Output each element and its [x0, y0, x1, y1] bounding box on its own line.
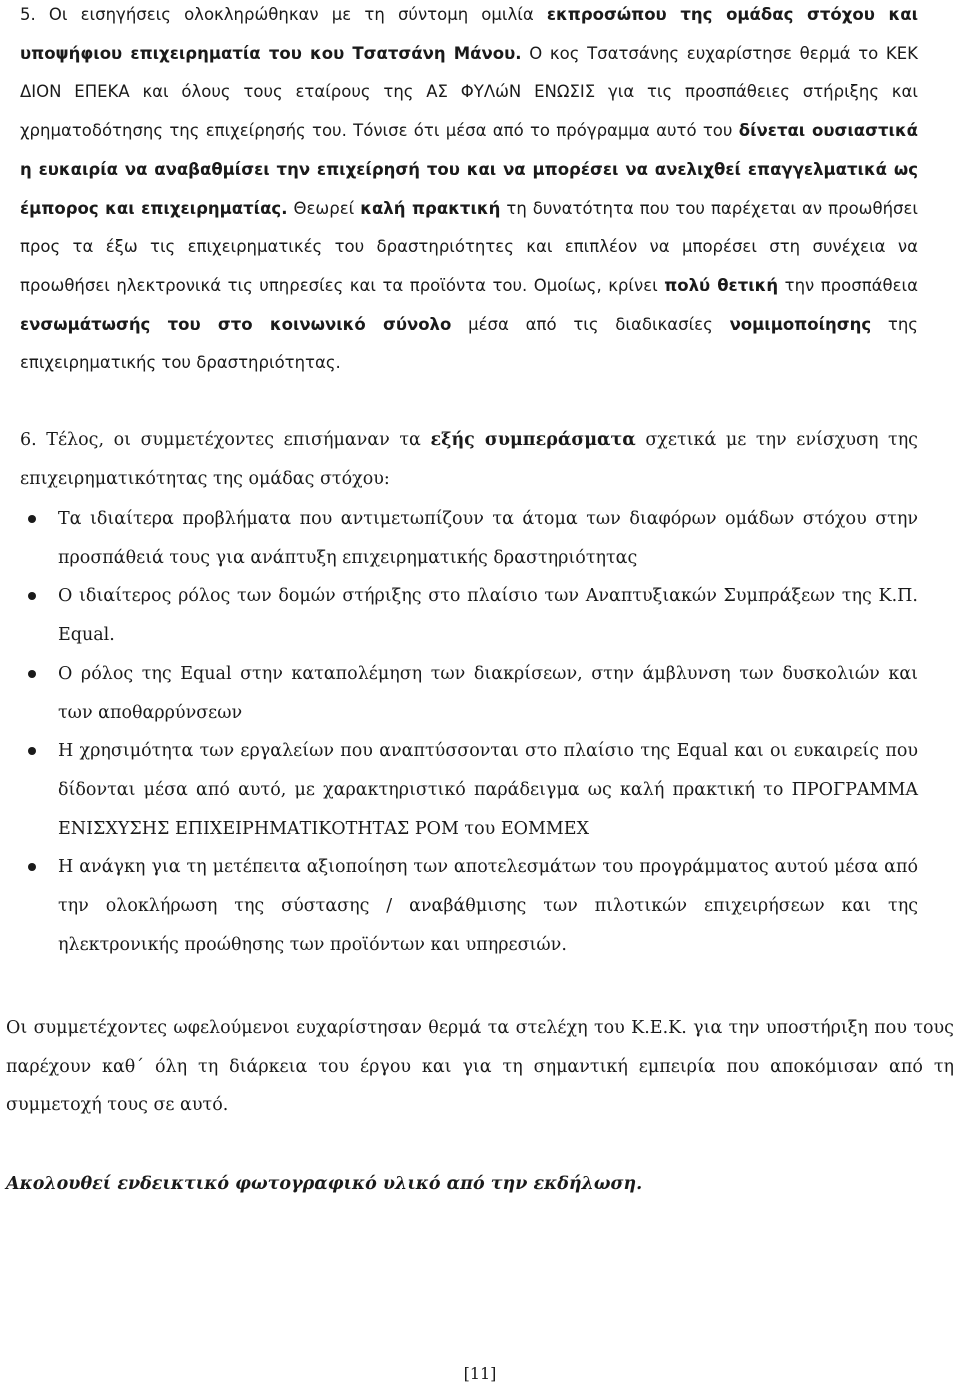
section-6-paragraph — [20, 421, 918, 498]
section-5-text-1: 5. Οι εισηγήσεις ολοκληρώθηκαν με τη σύντομη ομιλία — [20, 5, 547, 24]
section-5-bold-5: ενσωμάτωσής του στο κοινωνικό σύνολο — [20, 314, 452, 334]
section-5-bold-4: πολύ θετική — [664, 275, 779, 295]
section-5-text-4: τη δυνατότητα που του παρέχεται αν προωθήσει προς τα έξω τις επιχειρηματικές του δραστηριότητες και επιπλέον να μπορέσει στη συνέχεια να προωθήσει ηλεκτρονικά τις υπηρεσίες και τα προϊόντα του. Ομοίως, κρίνει — [20, 198, 918, 295]
bullet-icon — [28, 863, 36, 871]
section-6-text-2: σχετικά με την ενίσχυση της επιχειρηματικότητας της ομάδας στόχου: — [20, 430, 918, 489]
section-5-bold-6: νομιμοποίησης — [729, 314, 872, 334]
list-item — [20, 500, 918, 577]
section-5-text-7: της επιχειρηματικής του δραστηριότητας. — [20, 314, 918, 373]
section-5-text-5: την προσπάθεια — [778, 275, 918, 295]
bullet-icon — [28, 670, 36, 678]
list-item — [20, 732, 918, 848]
bullet-icon — [28, 592, 36, 600]
conclusions-list — [20, 500, 918, 964]
photo-note: Ακολουθεί ενδεικτικό φωτογραφικό υλικό από την εκδήλωση. — [6, 1174, 643, 1194]
section-5-bold-2: δίνεται ουσιαστικά η ευκαιρία να αναβαθμίσει την επιχείρησή του και να μπορέσει να ανελιχθεί επαγγελματικά ως έμπορος και επιχειρηματίας. — [20, 121, 918, 218]
list-item-text: Ο ιδιαίτερος ρόλος των δομών στήριξης στο πλαίσιο των Αναπτυξιακών Συμπράξεων της Κ.Π. Equal. — [58, 586, 918, 646]
section-5-text-6: μέσα από τις διαδικασίες — [451, 314, 730, 334]
list-item-text: Η ανάγκη για τη μετέπειτα αξιοποίηση των αποτελεσμάτων του προγράμματος αυτού μέσα από την ολοκλήρωση της σύστασης / αναβάθμισης των πιλοτικών επιχειρήσεων και της ηλεκτρονικής προώθησης των προϊόντων και υπηρεσιών. — [58, 857, 918, 955]
list-item — [20, 848, 918, 964]
section-5-bold-3: καλή πρακτική — [360, 198, 501, 218]
section-5-text-3: Θεωρεί — [287, 198, 361, 218]
list-item — [20, 577, 918, 654]
conclusion-paragraph — [6, 1009, 954, 1125]
page-number: [11] — [463, 1364, 497, 1383]
section-5-text-2: Ο κος Τσατσάνης ευχαρίστησε θερμά το ΚΕΚ ΔΙΟΝ ΕΠΕΚΑ και όλους τους εταίρους της ΑΣ ΦΥΛώΝ ΕΝΩΣΙΣ για τις προσπάθειες στήριξης και χρηματοδότησης της επιχείρησής του. Τόνισε ότι μέσα από το πρόγραμμα αυτό του — [20, 43, 918, 141]
list-item-text: Τα ιδιαίτερα προβλήματα που αντιμετωπίζουν τα άτομα των διαφόρων ομάδων στόχου στην προσπάθειά τους για ανάπτυξη επιχειρηματικής δραστηριότητας — [58, 509, 918, 568]
conclusion-text: Οι συμμετέχοντες ωφελούμενοι ευχαρίστησαν θερμά τα στελέχη του Κ.Ε.Κ. για την υποστήριξη που τους παρέχουν καθ΄ όλη τη διάρκεια του έργου και για τη σημαντική εμπειρία που αποκόμισαν από τη συμμετοχή τους σε αυτό. — [6, 1018, 954, 1116]
list-item — [20, 655, 918, 732]
bullet-icon — [28, 515, 36, 523]
list-item-text: Ο ρόλος της Equal στην καταπολέμηση των διακρίσεων, στην άμβλυνση των δυσκολιών και των αποθαρρύνσεων — [58, 663, 918, 723]
section-5-paragraph — [20, 0, 918, 383]
section-5-bold-1: εκπροσώπου της ομάδας στόχου και υποψήφιου επιχειρηματία του κου Τσατσάνη Μάνου. — [20, 5, 918, 63]
section-6-intro — [20, 421, 918, 498]
list-item-text: Η χρησιμότητα των εργαλείων που αναπτύσσονται στο πλαίσιο της Equal και οι ευκαιρείς που δίδονται μέσα από αυτό, με χαρακτηριστικό παράδειγμα ως καλή πρακτική το ΠΡΟΓΡΑΜΜΑ ΕΝΙΣΧΥΣΗΣ ΕΠΙΧΕΙΡΗΜΑΤΙΚΟΤΗΤΑΣ ΡΟΜ του ΕΟΜΜΕΧ — [58, 741, 918, 839]
section-5-text — [20, 0, 918, 383]
section-6-text-1: 6. Τέλος, οι συμμετέχοντες επισήμαναν τα — [20, 430, 431, 450]
bullet-icon — [28, 747, 36, 755]
section-6-bold-1: εξής συμπεράσματα — [430, 430, 636, 450]
